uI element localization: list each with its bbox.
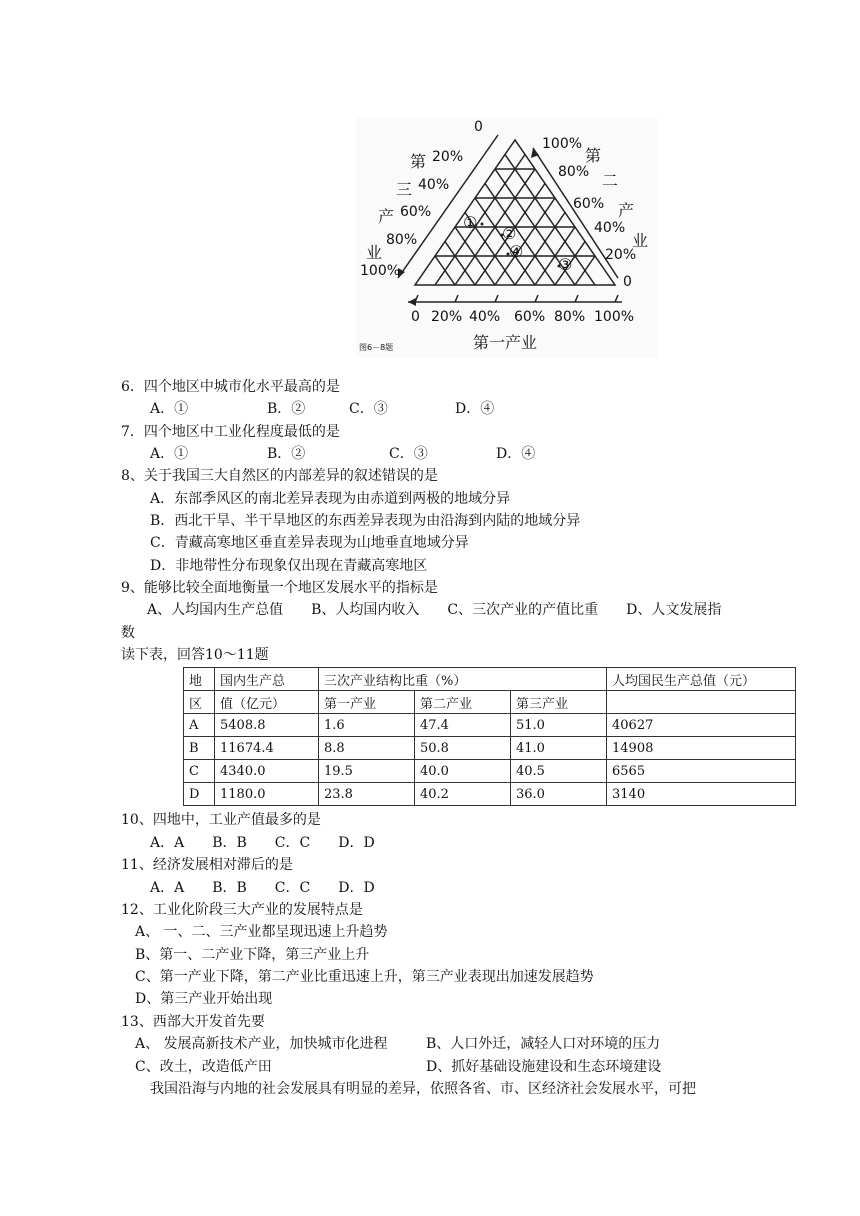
header-tertiary: 第三产业: [511, 691, 607, 714]
cell-per-capita: 6565: [607, 760, 796, 783]
q13-option-a: A、 发展高新技术产业，加快城市化进程: [135, 1036, 388, 1052]
cell-primary: 1.6: [319, 714, 415, 737]
point-1-label: ①: [463, 213, 478, 232]
q10-stem: 10、四地中，工业产值最多的是: [121, 812, 321, 828]
cell-gdp: 11674.4: [215, 737, 319, 760]
q13-stem: 13、西部大开发首先要: [121, 1014, 265, 1030]
header-primary: 第一产业: [319, 691, 415, 714]
q7-option-b: B．②: [267, 446, 306, 462]
cell-primary: 8.8: [319, 737, 415, 760]
left-tick-100: 100%: [360, 263, 401, 279]
q13-option-d: D、抓好基础设施建设和生态环境建设: [426, 1059, 662, 1075]
last-paragraph: 我国沿海与内地的社会发展具有明显的差异，依照各省、市、区经济社会发展水平，可把: [150, 1081, 696, 1097]
left-tick-0: 0: [474, 119, 483, 135]
table-header-row-1: [184, 668, 796, 691]
left-tick-40: 40%: [418, 177, 450, 193]
q12-stem: 12、工业化阶段三大产业的发展特点是: [121, 902, 363, 918]
q7-option-a: A．①: [150, 446, 189, 462]
q9-options: A、人均国内生产总值 B、人均国内收入 C、三次产业的产值比重 D、人文发展指: [147, 602, 722, 618]
cell-per-capita: 3140: [607, 783, 796, 806]
right-title-4: 业: [632, 231, 649, 250]
q8-option-b: B．西北干旱、半干旱地区的东西差异表现为由沿海到内陆的地域分异: [150, 513, 581, 529]
table-intro: 读下表，回答10～11题: [121, 647, 269, 663]
cell-per-capita: 14908: [607, 737, 796, 760]
point-3-label: ③: [558, 255, 573, 274]
header-structure: 三次产业结构比重（%）: [319, 668, 607, 691]
q12-option-b: B、第一、二产业下降，第三产业上升: [135, 947, 370, 963]
q13-option-c: C、改土，改造低产田: [135, 1059, 272, 1075]
header-region-1: 地: [184, 668, 215, 691]
point-2-label: ②: [502, 224, 517, 243]
cell-gdp: 1180.0: [215, 783, 319, 806]
table-row: [184, 783, 796, 806]
right-tick-60: 60%: [573, 196, 605, 212]
table-row: [184, 714, 796, 737]
bottom-axis-arrowhead: [408, 298, 416, 306]
point-1-dot: [481, 223, 484, 226]
q6-stem: 6．四个地区中城市化水平最高的是: [121, 379, 340, 395]
header-empty: [607, 691, 796, 714]
header-gdp-2: 值（亿元）: [215, 691, 319, 714]
q10-options: A．A B．B C．C D．D: [150, 835, 375, 851]
cell-secondary: 40.2: [415, 783, 511, 806]
q6-option-d: D．④: [455, 401, 495, 417]
cell-secondary: 47.4: [415, 714, 511, 737]
q7-stem: 7．四个地区中工业化程度最低的是: [121, 424, 340, 440]
left-title-3: 产: [378, 207, 395, 226]
table-row: [184, 760, 796, 783]
left-title-1: 第: [410, 152, 427, 171]
q8-option-c: C．青藏高寒地区垂直差异表现为山地垂直地域分异: [150, 535, 469, 551]
right-tick-0: 0: [623, 274, 632, 290]
q7-option-c: C．③: [389, 446, 428, 462]
q12-option-c: C、第一产业下降，第二产业比重迅速上升，第三产业表现出加速发展趋势: [135, 969, 594, 985]
q6-option-a: A．①: [150, 401, 189, 417]
point-4-label: ④: [509, 242, 524, 261]
bottom-tick-60: 60%: [514, 309, 546, 325]
right-title-3: 产: [618, 201, 635, 220]
q8-option-d: D．非地带性分布现象仅出现在青藏高寒地区: [150, 558, 428, 574]
bottom-tick-100: 100%: [594, 309, 635, 325]
cell-tertiary: 51.0: [511, 714, 607, 737]
left-tick-20: 20%: [432, 149, 464, 165]
left-title-2: 三: [396, 180, 413, 199]
bottom-tick-40: 40%: [469, 309, 501, 325]
left-title-4: 业: [366, 243, 383, 262]
right-tick-100: 100%: [542, 136, 583, 152]
cell-secondary: 40.0: [415, 760, 511, 783]
header-secondary: 第二产业: [415, 691, 511, 714]
q6-option-b: B．②: [267, 401, 306, 417]
right-tick-80: 80%: [558, 164, 590, 180]
cell-tertiary: 41.0: [511, 737, 607, 760]
cell-tertiary: 40.5: [511, 760, 607, 783]
cell-region: D: [184, 783, 215, 806]
cell-region: A: [184, 714, 215, 737]
table-row: [184, 737, 796, 760]
q8-stem: 8、关于我国三大自然区的内部差异的叙述错误的是: [121, 468, 438, 484]
cell-region: C: [184, 760, 215, 783]
cell-region: B: [184, 737, 215, 760]
q6-option-c: C．③: [349, 401, 388, 417]
header-gdp-1: 国内生产总: [215, 668, 319, 691]
cell-gdp: 5408.8: [215, 714, 319, 737]
cell-per-capita: 40627: [607, 714, 796, 737]
bottom-tick-0: 0: [411, 309, 420, 325]
ternary-figure: [356, 118, 658, 358]
bottom-tick-80: 80%: [554, 309, 586, 325]
right-tick-40: 40%: [594, 220, 626, 236]
cell-gdp: 4340.0: [215, 760, 319, 783]
q11-options: A．A B．B C．C D．D: [150, 880, 375, 896]
left-tick-80: 80%: [386, 232, 418, 248]
cell-primary: 19.5: [319, 760, 415, 783]
q12-option-d: D、第三产业开始出现: [135, 991, 273, 1007]
q7-option-d: D．④: [496, 446, 536, 462]
q9-options-cont: 数: [121, 625, 135, 641]
right-tick-20: 20%: [605, 247, 637, 263]
header-per-capita: 人均国民生产总值（元）: [607, 668, 796, 691]
x-axis-title: 第一产业: [473, 333, 538, 352]
q11-stem: 11、经济发展相对滞后的是: [121, 857, 293, 873]
table-header-row-2: [184, 691, 796, 714]
cell-primary: 23.8: [319, 783, 415, 806]
figure-caption: 图6－8题: [359, 343, 394, 352]
q8-option-a: A．东部季风区的南北差异表现为由赤道到两极的地域分异: [150, 491, 511, 507]
right-title-1: 第: [585, 146, 602, 165]
header-region-2: 区: [184, 691, 215, 714]
cell-secondary: 50.8: [415, 737, 511, 760]
q13-option-b: B、人口外迁，减轻人口对环境的压力: [426, 1036, 661, 1052]
data-table: [183, 667, 796, 806]
cell-tertiary: 36.0: [511, 783, 607, 806]
q12-option-a: A、 一、二、三产业都呈现迅速上升趋势: [135, 924, 388, 940]
right-title-2: 二: [602, 171, 619, 190]
left-tick-60: 60%: [400, 204, 432, 220]
q9-stem: 9、能够比较全面地衡量一个地区发展水平的指标是: [121, 580, 438, 596]
bottom-tick-20: 20%: [431, 309, 463, 325]
